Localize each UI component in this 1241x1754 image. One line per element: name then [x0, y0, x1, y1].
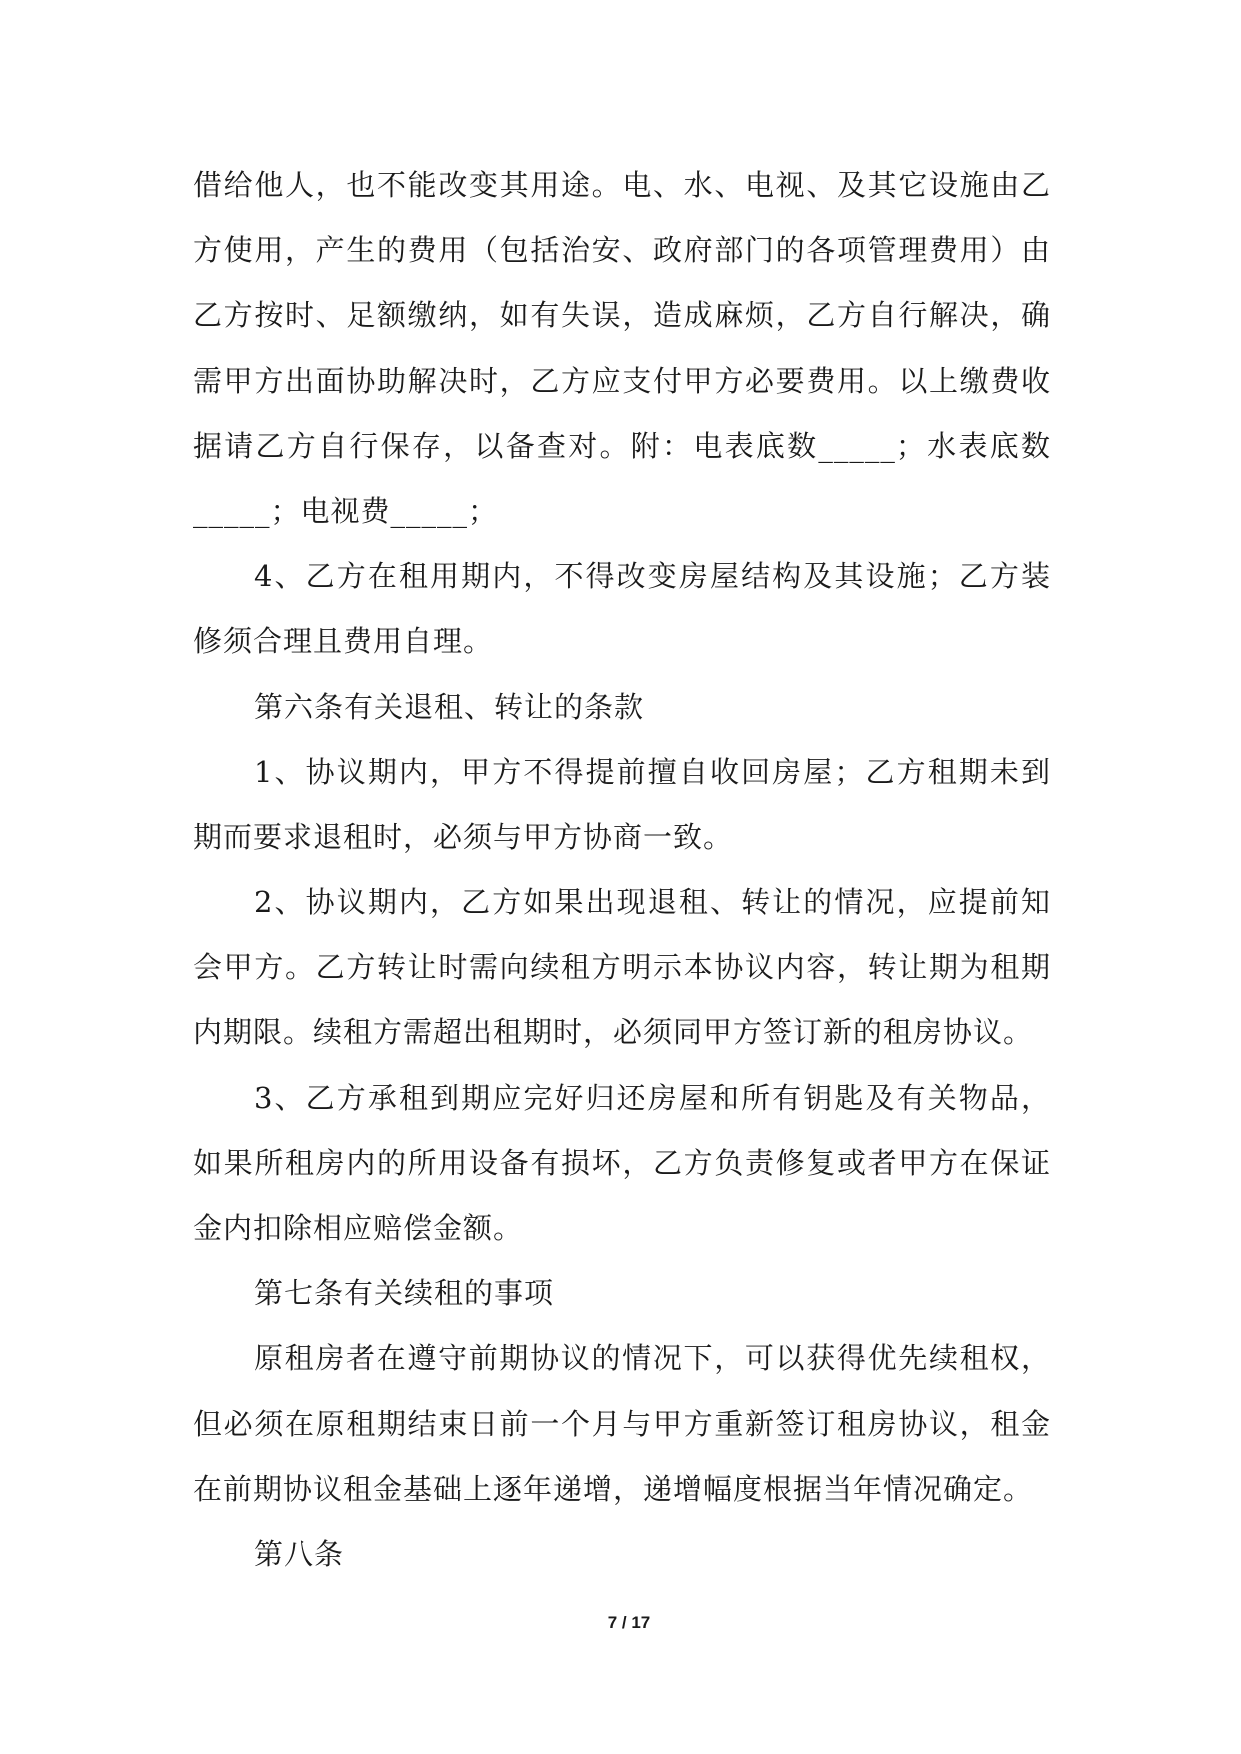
- paragraph: [193, 153, 1051, 544]
- paragraph-line: 借给他人，也不能改变其用途。电、水、电视、及其它设施由乙: [193, 168, 1051, 202]
- paragraph-line: 需甲方出面协助解决时，乙方应支付甲方必要费用。以上缴费收: [193, 363, 1051, 398]
- paragraph-line: 会甲方。乙方转让时需向续租方明示本协议内容，转让期为租期: [193, 950, 1051, 985]
- paragraph-line: 4、乙方在租用期内，不得改变房屋结构及其设施；乙方装: [254, 559, 1051, 594]
- paragraph: [193, 740, 1051, 870]
- section-heading: 第七条有关续租的事项: [254, 1276, 555, 1311]
- paragraph: [193, 1326, 1051, 1522]
- section-heading-block: [193, 1522, 1051, 1587]
- page-number: 7 / 17: [607, 1613, 651, 1632]
- section-heading: 第八条: [254, 1536, 345, 1571]
- paragraph-line: 2、协议期内，乙方如果出现退租、转让的情况，应提前知: [254, 885, 1051, 920]
- paragraph: [193, 544, 1051, 674]
- paragraph-line: 期而要求退租时，必须与甲方协商一致。: [193, 819, 734, 854]
- paragraph-line: 原租房者在遵守前期协议的情况下，可以获得优先续租权，: [254, 1341, 1051, 1376]
- paragraph-line: 金内扣除相应赔偿金额。: [193, 1211, 524, 1245]
- paragraph-line: 3、乙方承租到期应完好归还房屋和所有钥匙及有关物品，: [254, 1080, 1051, 1115]
- paragraph-line: 乙方按时、足额缴纳，如有失误，造成麻烦，乙方自行解决，确: [193, 298, 1051, 333]
- paragraph: [193, 1066, 1051, 1262]
- paragraph-line: 内期限。续租方需超出租期时，必须同甲方签订新的租房协议。: [193, 1015, 1034, 1050]
- section-heading: 第六条有关退租、转让的条款: [254, 689, 645, 724]
- paragraph-line: 1、协议期内，甲方不得提前擅自收回房屋；乙方租期未到: [254, 754, 1051, 789]
- paragraph-line: 方使用，产生的费用（包括治安、政府部门的各项管理费用）由: [193, 233, 1051, 268]
- section-heading-block: [193, 1261, 1051, 1326]
- paragraph: [193, 870, 1051, 1066]
- paragraph-line: _____；电视费_____；: [193, 493, 499, 528]
- section-heading-block: [193, 675, 1051, 740]
- paragraph-line: 在前期协议租金基础上逐年递增，递增幅度根据当年情况确定。: [193, 1471, 1034, 1506]
- paragraph-line: 但必须在原租期结束日前一个月与甲方重新签订租房协议，租金: [193, 1406, 1051, 1441]
- paragraph-line: 如果所租房内的所用设备有损坏，乙方负责修复或者甲方在保证: [193, 1145, 1051, 1180]
- paragraph-line: 据请乙方自行保存，以备查对。附：电表底数_____；水表底数: [193, 428, 1051, 463]
- document-body: [193, 153, 1051, 1587]
- paragraph-line: 修须合理且费用自理。: [193, 624, 494, 659]
